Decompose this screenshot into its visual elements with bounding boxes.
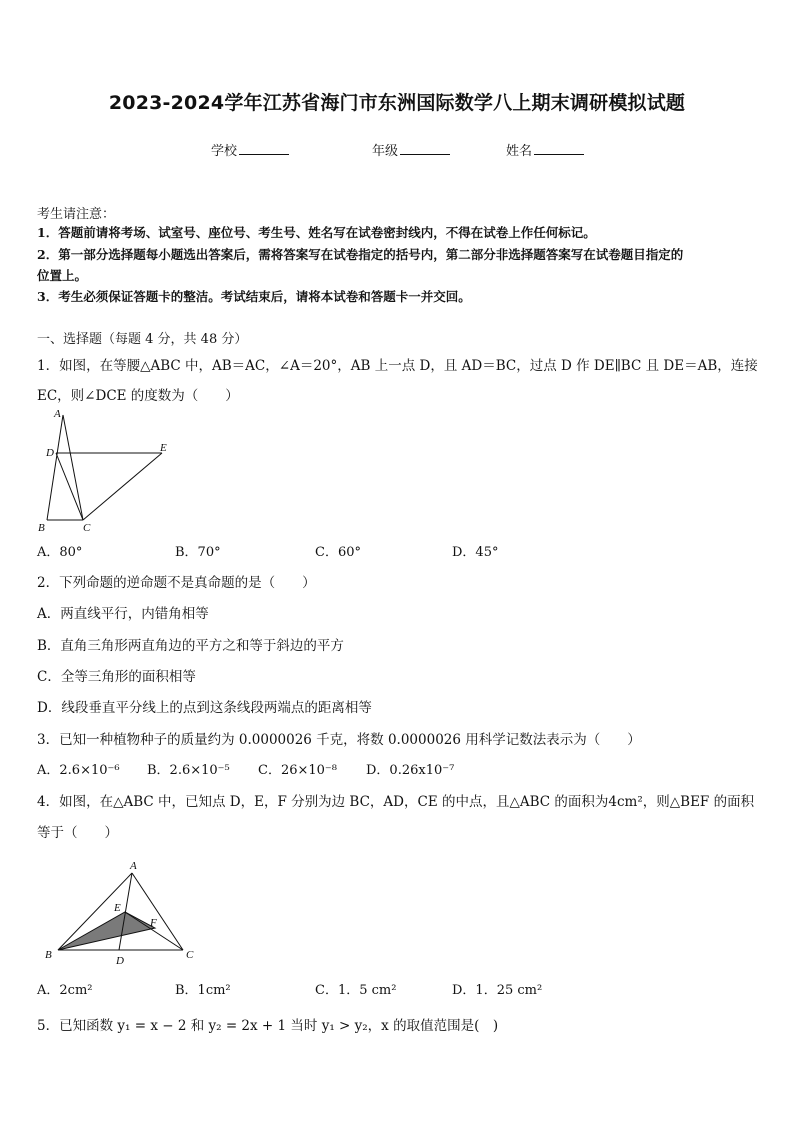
- grade-label: 年级: [372, 144, 399, 159]
- notice-item: 位置上。: [37, 268, 88, 283]
- point-label-b: B: [38, 522, 45, 534]
- point-label-c: C: [83, 522, 91, 534]
- option-a: A．2.6×10⁻⁶: [37, 763, 120, 778]
- notice-item: 3．考生必须保证答题卡的整洁。考试结束后，请将本试卷和答题卡一并交回。: [37, 289, 471, 304]
- question-3-stem: 3．已知一种植物种子的质量约为 0.0000026 千克，将数 0.0000026 用科学记数法表示为（ ）: [37, 732, 641, 748]
- point-label-c: C: [186, 949, 194, 961]
- notice-item: 2．第一部分选择题每小题选出答案后，需将答案写在试卷指定的括号内，第二部分非选择题答案写在试卷题目指定的: [37, 247, 684, 262]
- point-label-e: E: [160, 442, 167, 454]
- option-b: B．1cm²: [175, 983, 231, 998]
- question-4-line2: 等于（ ）: [37, 825, 118, 841]
- option-b: B．直角三角形两直角边的平方之和等于斜边的平方: [37, 638, 344, 654]
- point-label-e: E: [114, 902, 121, 914]
- option-d: D．1．25 cm²: [452, 983, 543, 998]
- option-c: C．全等三角形的面积相等: [37, 669, 196, 685]
- school-label: 学校: [211, 144, 238, 159]
- name-label: 姓名: [506, 144, 533, 159]
- question-1-line2: EC，则∠DCE 的度数为（ ）: [37, 388, 239, 404]
- option-b: B．70°: [175, 545, 221, 560]
- exam-title: 2023-2024学年江苏省海门市东洲国际数学八上期末调研模拟试题: [108, 92, 686, 114]
- grade-field: [372, 140, 450, 159]
- option-a: A．两直线平行，内错角相等: [37, 606, 209, 622]
- question-4-figure: [40, 856, 205, 971]
- point-label-d: D: [46, 447, 54, 459]
- option-a: A．2cm²: [37, 983, 93, 998]
- question-5-stem: 5．已知函数 y₁ = x − 2 和 y₂ = 2x + 1 当时 y₁ > y₂，x 的取值范围是( ): [37, 1018, 499, 1034]
- section-heading: 一、选择题（每题 4 分，共 48 分）: [37, 332, 248, 347]
- option-c: C．26×10⁻⁸: [258, 763, 337, 778]
- option-d: D．45°: [452, 545, 499, 560]
- school-field: [211, 140, 289, 159]
- question-1-line1: 1．如图，在等腰△ABC 中，AB＝AC，∠A＝20°，AB 上一点 D，且 AD＝BC，过点 D 作 DE∥BC 且 DE＝AB，连接: [37, 358, 758, 374]
- point-label-d: D: [116, 955, 124, 967]
- school-blank: [239, 142, 289, 155]
- point-label-b: B: [45, 949, 52, 961]
- point-label-a: A: [130, 860, 137, 872]
- question-2-stem: 2．下列命题的逆命题不是真命题的是（ ）: [37, 575, 316, 591]
- name-blank: [534, 142, 584, 155]
- option-a: A．80°: [37, 545, 83, 560]
- option-b: B．2.6×10⁻⁵: [147, 763, 230, 778]
- question-4-line1: 4．如图，在△ABC 中，已知点 D，E，F 分别为边 BC，AD，CE 的中点，且△ABC 的面积为4cm²，则△BEF 的面积: [37, 794, 755, 810]
- option-c: C．1．5 cm²: [315, 983, 397, 998]
- question-1-figure: [30, 405, 180, 535]
- point-label-a: A: [54, 408, 61, 420]
- grade-blank: [400, 142, 450, 155]
- point-label-f: F: [150, 917, 157, 929]
- option-c: C．60°: [315, 545, 361, 560]
- option-d: D．0.26x10⁻⁷: [366, 763, 455, 778]
- notice-item: 1．答题前请将考场、试室号、座位号、考生号、姓名写在试卷密封线内，不得在试卷上作任何标记。: [37, 225, 596, 240]
- notice-heading: 考生请注意：: [37, 207, 116, 222]
- option-d: D．线段垂直平分线上的点到这条线段两端点的距离相等: [37, 700, 372, 716]
- name-field: [506, 140, 584, 159]
